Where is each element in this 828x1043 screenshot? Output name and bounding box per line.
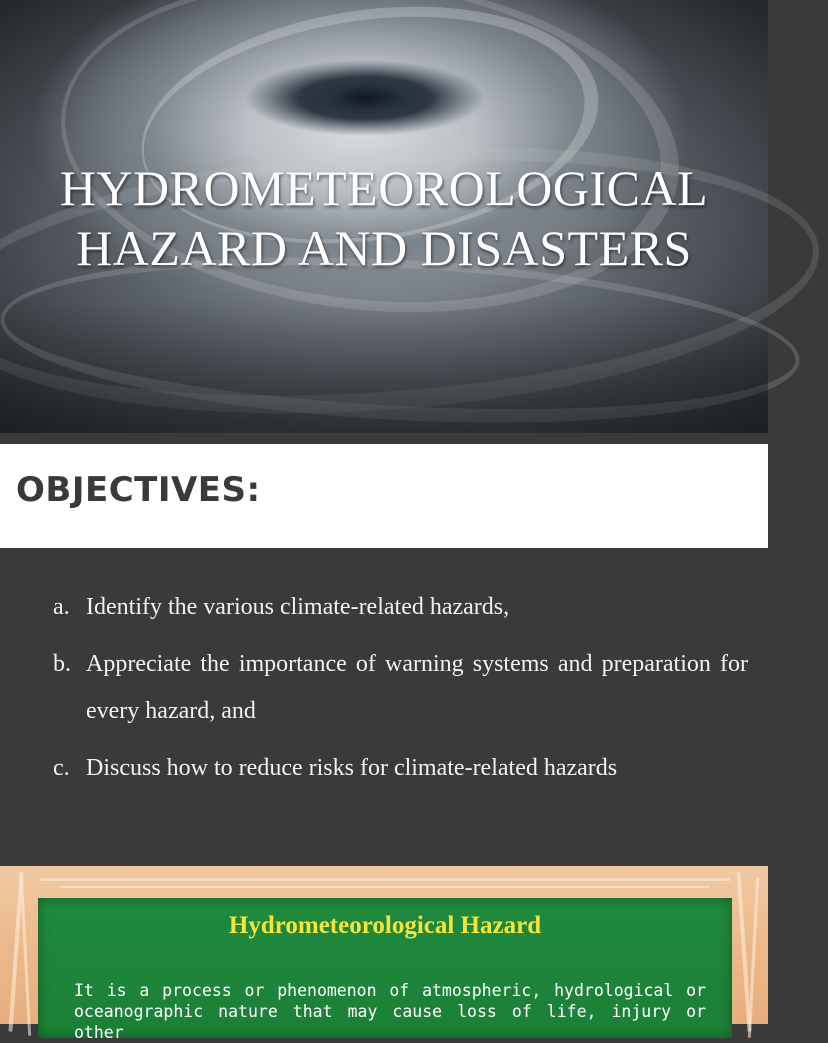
list-marker: a. — [53, 594, 70, 620]
objective-text: Identify the various climate-related hazards, — [86, 594, 510, 620]
hurricane-eye — [322, 82, 412, 114]
storm-shadow — [0, 300, 768, 433]
chalkboard — [38, 898, 732, 1042]
slide-divider — [0, 433, 768, 444]
title-slide — [0, 0, 768, 433]
frame-stripe — [40, 878, 730, 881]
objective-item-b — [53, 641, 748, 735]
objectives-header — [0, 444, 768, 548]
list-marker: b. — [53, 651, 71, 677]
list-marker: c. — [53, 755, 70, 781]
slide-title-line-2: HAZARD AND DISASTERS — [76, 220, 692, 276]
objective-item-c — [53, 745, 748, 792]
frame-stripe — [748, 878, 759, 1038]
chalkboard-heading: Hydrometeorological Hazard — [228, 912, 542, 939]
frame-stripe — [20, 876, 31, 1036]
objective-text: Appreciate the importance of warning systems and preparation for every hazard, and — [86, 651, 748, 724]
slide-title-line-1: HYDROMETEOROLOGICAL — [59, 160, 709, 216]
objective-text: Discuss how to reduce risks for climate-related hazards — [86, 755, 618, 781]
frame-stripe — [60, 886, 710, 888]
objectives-heading: OBJECTIVES: — [16, 470, 261, 510]
objective-item-a — [53, 584, 748, 631]
objectives-list — [53, 584, 748, 802]
slide-title — [0, 158, 768, 278]
chalkboard-slide — [0, 866, 768, 1042]
objectives-body — [0, 548, 768, 866]
chalkboard-text: It is a process or phenomenon of atmospheric, hydrological or oceanographic nature that may cause loss of life, injury or other — [74, 981, 706, 1042]
